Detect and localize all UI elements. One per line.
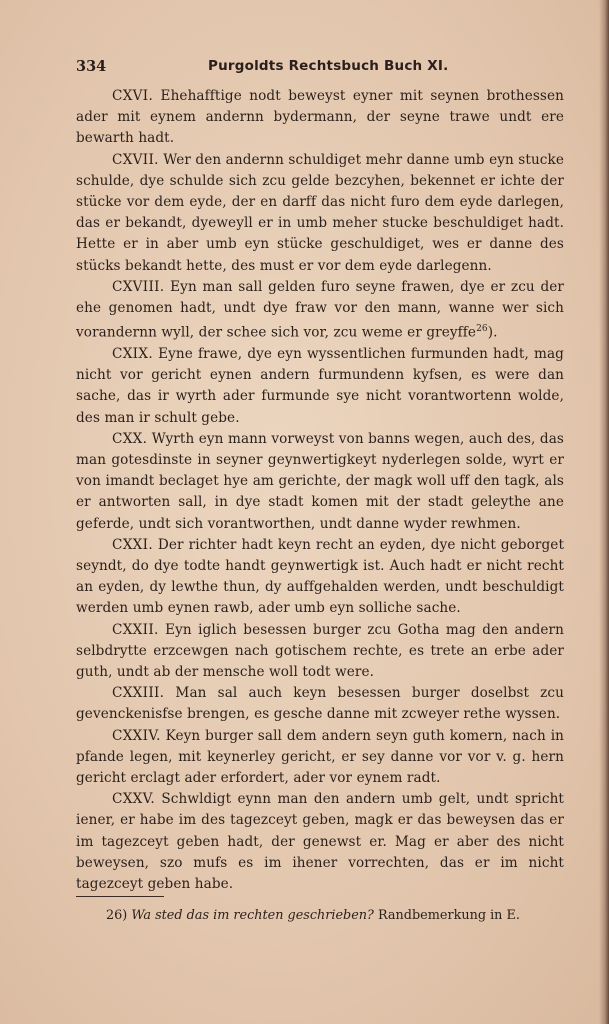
- body-text: [76, 86, 564, 895]
- entry-text: Keyn burger sall dem andern seyn guth komern, nach in pfande legen, mit keynerley gericht, er sey danne vor vor v. g. hern gericht erclagt ader erfordert, ader vor eynem radt.: [76, 727, 565, 787]
- entry-text-tail: ).: [487, 324, 498, 341]
- page-header: [76, 58, 566, 80]
- entry-cxxiii: [76, 683, 564, 725]
- footnote-ref[interactable]: 26: [476, 324, 488, 335]
- entry-cxviii: [76, 277, 564, 344]
- entry-text: Schwldigt eynn man den andern umb gelt, undt spricht iener, er habe im des tagezceyt geben, magk er das beweysen das er im tagezceyt geben hadt, der genewst er. Mag er aber des nicht beweysen, szo mufs es im ihener vorrechten, das er im nicht tagezceyt geben habe.: [76, 791, 564, 893]
- entry-text: Ehehafftige nodt beweyst eyner mit seynen brothessen ader mit eynem andernn bydermann, der seyne trawe undt ere bewarth hadt.: [76, 88, 565, 147]
- entry-text: Man sal auch keyn besessen burger doselbst zcu gevenckenisfse brengen, es gesche danne mit zcweyer rethe wyssen.: [76, 685, 564, 723]
- entry-cxvi: [76, 86, 564, 150]
- entry-number: CXX.: [112, 430, 148, 447]
- entry-number: CXXIV.: [112, 727, 161, 744]
- entry-cxxi: [76, 535, 564, 620]
- entry-text: Eyne frawe, dye eyn wyssentlichen furmunden hadt, mag nicht vor gericht eynen andern furmundenn kyfsen, es were dan sache, das ir wyrth ader furmunde sye nicht vorantwortenn wolde, des man ir schult gebe.: [76, 345, 564, 426]
- footnote-divider: [76, 896, 164, 897]
- entry-text: Eyn iglich besessen burger zcu Gotha mag den andern selbdrytte erzcewgen nach gotischem rechte, es trete an erbe ader guth, undt ab der mensche woll todt were.: [76, 621, 564, 681]
- entry-number: CXVIII.: [112, 278, 165, 295]
- entry-number: CXVI.: [112, 88, 154, 104]
- entry-text: Eyn man sall gelden furo seyne frawen, dye er zcu der ehe genomen hadt, undt dye fraw vor den mann, wanne wer sich vorandernn wyll, der schee sich vor, zcu weme er greyffe: [76, 278, 565, 341]
- entry-cxx: [76, 429, 564, 535]
- entry-cxix: [76, 344, 564, 429]
- entry-number: CXXIII.: [112, 685, 165, 702]
- footnote: [106, 907, 566, 925]
- footnote-plain-text: Randbemerkung in E.: [378, 908, 520, 923]
- entry-number: CXVII.: [112, 151, 159, 168]
- entry-cxxiv: [76, 726, 564, 790]
- footnote-marker: 26): [106, 908, 128, 923]
- entry-cxxii: [76, 620, 564, 684]
- entry-number: CXIX.: [112, 345, 153, 362]
- entry-number: CXXV.: [112, 791, 156, 808]
- entry-number: CXXI.: [112, 536, 153, 553]
- entry-text: Wyrth eyn mann vorweyst von banns wegen, auch des, das man gotesdinste in seyner geynwertigkeyt nyderlegen solde, wyrt er von imandt beclaget hye am gerichte, der magk woll uff den tagk, als er antworten sall, in dye stadt komen mit der stadt geleythe ane geferde, undt sich vorantworthen, undt danne wyder rewhmen.: [76, 430, 564, 532]
- entry-cxvii: [76, 150, 564, 277]
- entry-number: CXXII.: [112, 621, 159, 638]
- entry-text: Wer den andernn schuldiget mehr danne umb eyn stucke schulde, dye schulde sich zcu gelde bezcyhen, bekennet er ichte der stücke vor dem eyde, der en darff das nicht furo dem eyde darlegen, das er bekandt, dyeweyll er in umb meher stucke beschuldiget hadt. Hette er in aber umb eyn stücke geschuldiget, wes er danne des stücks bekandt hette, des must er vor dem eyde darlegenn.: [76, 151, 564, 274]
- entry-text: Der richter hadt keyn recht an eyden, dye nicht geborget seyndt, do dye todte handt geynwertigk ist. Auch hadt er nicht recht an eyden, dy lewthe thun, dy auffgehalden werden, undt beschuldigt werden umb eynen rawb, ader umb eyn solliche sache.: [76, 536, 565, 617]
- page-edge-shadow: [599, 0, 609, 1024]
- running-title: Purgoldts Rechtsbuch Buch XI.: [208, 58, 449, 74]
- footnote-italic-text: Wa sted das im rechten geschrieben?: [131, 908, 374, 923]
- page-number: 334: [76, 58, 107, 75]
- entry-cxxv: [76, 789, 564, 895]
